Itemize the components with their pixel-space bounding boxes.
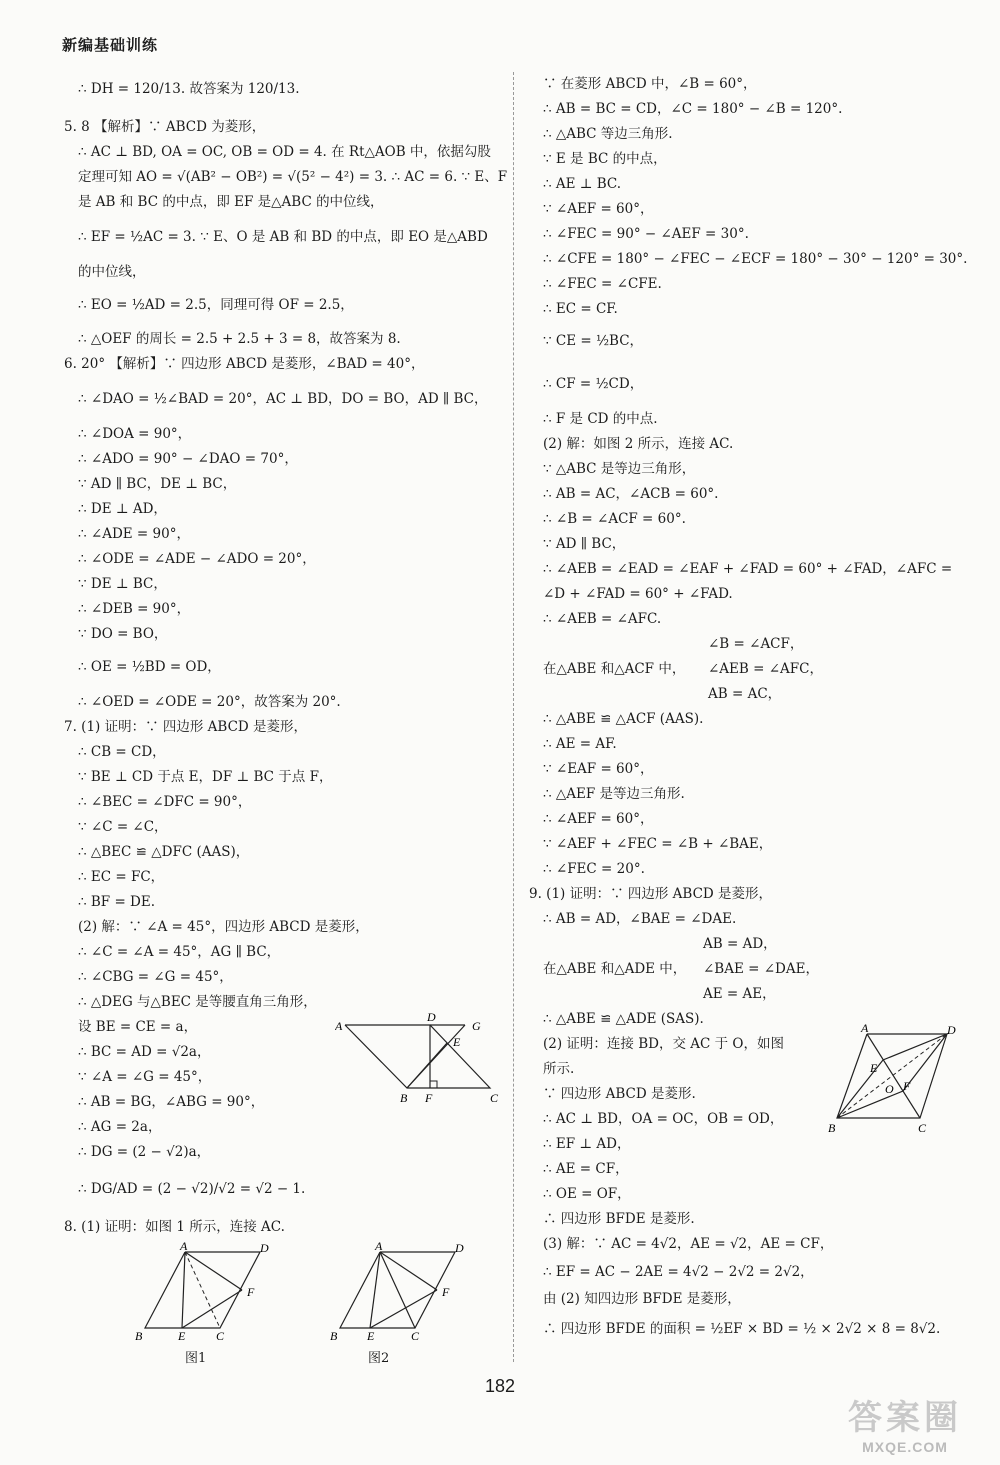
solution-right-line: 在△ABE 和△ACF 中， [543, 661, 686, 677]
solution-right-line: ∵ ∠AEF = 60°， [543, 201, 654, 217]
fig9-label-c: C [918, 1121, 927, 1135]
solution-right-line: ∵ ∠AEF + ∠FEC = ∠B + ∠BAE， [543, 836, 773, 852]
watermark-logo [830, 1390, 980, 1455]
fig82-label-b: B [330, 1329, 338, 1343]
fig7-line-be [407, 1043, 447, 1088]
fig81-label-e: E [178, 1329, 186, 1343]
fig9-line-bd [837, 1034, 947, 1118]
solution-right-line: ∠AEB = ∠AFC， [708, 661, 823, 677]
solution-right-line: ∴ EF ⊥ AD， [543, 1136, 631, 1152]
solution-right-line: ∴ ∠B = ∠ACF = 60°. [543, 511, 686, 527]
fig7-right-angle-mark [430, 1081, 437, 1088]
solution-right-line: ∵ E 是 BC 的中点， [543, 151, 667, 167]
solution-left-line: ∴ △BEC ≌ △DFC (AAS)， [78, 844, 250, 860]
solution-right-line: 所示. [543, 1061, 575, 1077]
solution-right-line: ∠B = ∠ACF， [708, 636, 804, 652]
solution-left-line: ∵ DO = BO， [78, 626, 168, 642]
solution-right-line: AB = AC， [708, 686, 782, 702]
solution-right-line: ∴ △ABE ≌ △ACF (AAS). [543, 711, 704, 727]
fig7-label-b: B [400, 1091, 408, 1105]
solution-right-line: ∵ 在菱形 ABCD 中，∠B = 60°， [543, 76, 757, 92]
fig7-label-a: A [335, 1019, 343, 1033]
solution-left-line: 设 BE = CE = a， [78, 1019, 198, 1035]
solution-right-line: (2) 解：如图 2 所示，连接 AC. [543, 436, 734, 452]
fig7-label-g: G [472, 1019, 481, 1033]
fig81-line-ef [182, 1290, 242, 1328]
solution-right-line: ∵ 四边形 ABCD 是菱形. [543, 1086, 696, 1102]
solution-right-line: ∴ ∠AEF = 60°， [543, 811, 654, 827]
solution-right-line: ∴ ∠CFE = 180° − ∠FEC − ∠ECF = 180° − 30° − 120° = 30°. [543, 251, 968, 267]
fig81-label-d: D [260, 1241, 269, 1255]
solution-right-line: AB = AD， [703, 936, 777, 952]
fig9-label-a: A [861, 1021, 869, 1035]
solution-right-line: ∴ ∠FEC = 20°. [543, 861, 645, 877]
solution-right-line: ∵ CE = ½BC， [543, 333, 644, 349]
solution-left-line: ∴ EC = FC， [78, 869, 165, 885]
fig81-label-c: C [216, 1329, 225, 1343]
solution-right-line: ∴ △ABE ≌ △ADE (SAS). [543, 1011, 704, 1027]
solution-left-line: 是 AB 和 BC 的中点，即 EF 是△ABC 的中位线， [78, 194, 384, 210]
solution-left-line: ∵ ∠A = ∠G = 45°， [78, 1069, 212, 1085]
solution-left-line: 5. 8 【解析】∵ ABCD 为菱形， [64, 119, 266, 135]
fig82-label-f: F [442, 1285, 450, 1299]
fig9-line-ac [867, 1034, 920, 1118]
figure-8-1 [130, 1240, 280, 1345]
solution-left-line: ∴ DE ⊥ AD， [78, 501, 167, 517]
solution-right-line: ∵ △ABC 是等边三角形， [543, 461, 696, 477]
solution-left-line: 6. 20° 【解析】∵ 四边形 ABCD 是菱形，∠BAD = 40°， [64, 356, 425, 372]
solution-left-line: ∴ ∠ADE = 90°， [78, 526, 190, 542]
solution-right-line: 由 (2) 知四边形 BFDE 是菱形， [543, 1291, 741, 1307]
fig9-label-f: F [903, 1079, 911, 1093]
solution-left-line: ∴ AG = 2a， [78, 1119, 162, 1135]
solution-right-line: ∴ ∠AEB = ∠AFC. [543, 611, 662, 627]
solution-left-line: ∵ BE ⊥ CD 于点 E，DF ⊥ BC 于点 F， [78, 769, 333, 785]
fig82-label-d: D [455, 1241, 464, 1255]
fig81-label-a: A [180, 1240, 188, 1253]
solution-left-line: ∴ AB = BG，∠ABG = 90°， [78, 1094, 265, 1110]
solution-left-line: 7. (1) 证明：∵ 四边形 ABCD 是菱形， [64, 719, 308, 735]
fig82-label-c: C [411, 1329, 420, 1343]
solution-right-line: ∴ EC = CF. [543, 301, 618, 317]
solution-left-line: ∴ AC ⊥ BD, OA = OC, OB = OD = 4. 在 Rt△AOB 中，依据勾股 [78, 144, 491, 160]
fig82-label-a: A [375, 1240, 383, 1253]
solution-right-line: ∴ CF = ½CD， [543, 376, 644, 392]
solution-right-line: ∴ AB = AD，∠BAE = ∠DAE. [543, 911, 737, 927]
figure-8-2-caption: 图2 [368, 1351, 390, 1366]
solution-right-line: ∴ ∠FEC = ∠CFE. [543, 276, 662, 292]
fig81-label-f: F [247, 1285, 255, 1299]
fig7-label-d: D [427, 1010, 436, 1024]
solution-right-line: 在△ABE 和△ADE 中， [543, 961, 687, 977]
fig9-label-o: O [885, 1082, 894, 1096]
solution-right-line: ∴ AC ⊥ BD，OA = OC，OB = OD， [543, 1111, 784, 1127]
fig7-label-c: C [490, 1091, 499, 1105]
figure-9 [825, 1020, 960, 1135]
fig9-rhombus [837, 1034, 947, 1118]
solution-left-line: ∴ ∠ADO = 90° − ∠DAO = 70°， [78, 451, 298, 467]
solution-right-line: ∴ AE = CF， [543, 1161, 629, 1177]
solution-left-line: ∴ ∠DAO = ½∠BAD = 20°，AC ⊥ BD，DO = BO，AD ∥ BC， [78, 391, 488, 407]
solution-right-line: ∴ △AEF 是等边三角形. [543, 786, 685, 802]
solution-right-line: ∠D + ∠FAD = 60° + ∠FAD. [543, 586, 733, 602]
fig7-label-e: E [453, 1035, 461, 1049]
fig82-line-ae [370, 1252, 380, 1328]
solution-left-line: ∵ AD ∥ BC，DE ⊥ BC， [78, 476, 237, 492]
solution-right-line: ∴ ∠AEB = ∠EAD = ∠EAF + ∠FAD = 60° + ∠FAD，∠AFC = [543, 561, 953, 577]
book-title: 新编基础训练 [62, 36, 159, 54]
solution-left-line: ∴ ∠OED = ∠ODE = 20°，故答案为 20°. [78, 694, 341, 710]
solution-right-line: ∴ OE = OF， [543, 1186, 631, 1202]
watermark-site: MXQE.COM [862, 1439, 948, 1455]
figure-8-2 [325, 1240, 475, 1345]
figure-8-1-caption: 图1 [185, 1351, 207, 1366]
watermark-logo-text: 答案圈 [848, 1399, 962, 1437]
solution-left-line: ∴ ∠DEB = 90°， [78, 601, 191, 617]
solution-right-line: ∴ ∠FEC = 90° − ∠AEF = 30°. [543, 226, 749, 242]
solution-right-line: (2) 证明：连接 BD，交 AC 于 O，如图 [543, 1036, 784, 1052]
fig7-parallelogram [345, 1025, 490, 1088]
solution-right-line: AE = AE， [703, 986, 776, 1002]
fig9-label-d: D [947, 1023, 956, 1037]
page-number: 182 [484, 1376, 516, 1396]
solution-left-line: 的中位线， [78, 264, 146, 280]
solution-right-line: ∵ ∠EAF = 60°， [543, 761, 654, 777]
solution-left-line: ∴ △OEF 的周长 = 2.5 + 2.5 + 3 = 8，故答案为 8. [78, 331, 401, 347]
fig81-label-b: B [135, 1329, 143, 1343]
solution-left-line: ∵ DE ⊥ BC， [78, 576, 167, 592]
solution-left-line: 定理可知 AO = √(AB² − OB²) = √(5² − 4²) = 3. ∴ AC = 6. ∵ E、F [78, 169, 508, 185]
solution-right-line: ∴ AB = BC = CD，∠C = 180° − ∠B = 120°. [543, 101, 843, 117]
solution-left-line: ∴ ∠BEC = ∠DFC = 90°， [78, 794, 252, 810]
solution-left-line: ∴ EF = ½AC = 3. ∵ E、O 是 AB 和 BD 的中点，即 EO 是△ABD [78, 229, 488, 245]
solution-right-line: ∴ △ABC 等边三角形. [543, 126, 673, 142]
solution-right-line: ∴ AE ⊥ BC. [543, 176, 622, 192]
solution-right-line: 9. (1) 证明：∵ 四边形 ABCD 是菱形， [529, 886, 773, 902]
solution-left-line: ∴ EO = ½AD = 2.5，同理可得 OF = 2.5， [78, 297, 354, 313]
solution-left-line: ∴ ∠C = ∠A = 45°，AG ∥ BC， [78, 944, 281, 960]
fig82-line-ef [370, 1290, 437, 1328]
solution-right-line: ∵ AD ∥ BC， [543, 536, 626, 552]
fig7-label-f: F [425, 1091, 433, 1105]
fig82-label-e: E [367, 1329, 375, 1343]
solution-left-line: ∴ OE = ½BD = OD， [78, 659, 221, 675]
solution-right-line: ∴ EF = AC − 2AE = 4√2 − 2√2 = 2√2， [543, 1264, 814, 1280]
fig9-label-e: E [870, 1061, 878, 1075]
solution-right-line: ∴ 四边形 BFDE 的面积 = ½EF × BD = ½ × 2√2 × 8 = 8√2. [543, 1321, 941, 1337]
solution-right-line: ∴ F 是 CD 的中点. [543, 411, 658, 427]
solution-left-line: ∴ DH = 120/13. 故答案为 120/13. [78, 81, 300, 97]
solution-left-line: ∴ ∠CBG = ∠G = 45°， [78, 969, 233, 985]
solution-left-line: ∴ △DEG 与△BEC 是等腰直角三角形， [78, 994, 317, 1010]
fig9-quad-bfde [837, 1034, 947, 1118]
solution-right-line: ∠BAE = ∠DAE， [703, 961, 819, 977]
solution-right-line: ∴ 四边形 BFDE 是菱形. [543, 1211, 695, 1227]
solution-left-line: 8. (1) 证明：如图 1 所示，连接 AC. [64, 1219, 285, 1235]
solution-left-line: ∴ DG = (2 − √2)a， [78, 1144, 211, 1160]
solution-left-line: ∵ ∠C = ∠C， [78, 819, 168, 835]
solution-right-line: (3) 解：∵ AC = 4√2，AE = √2，AE = CF， [543, 1236, 834, 1252]
figure-7 [335, 1010, 510, 1105]
fig81-line-ae [182, 1252, 185, 1328]
solution-left-line: ∴ ∠ODE = ∠ADE − ∠ADO = 20°， [78, 551, 316, 567]
fig81-line-af [185, 1252, 242, 1290]
solution-left-line: ∴ BC = AD = √2a， [78, 1044, 211, 1060]
solution-left-line: ∴ DG/AD = (2 − √2)/√2 = √2 − 1. [78, 1181, 306, 1197]
solution-left-line: (2) 解：∵ ∠A = 45°，四边形 ABCD 是菱形， [78, 919, 369, 935]
solution-right-line: ∴ AB = AC，∠ACB = 60°. [543, 486, 719, 502]
solution-right-line: ∴ AE = AF. [543, 736, 617, 752]
solution-left-line: ∴ ∠DOA = 90°， [78, 426, 192, 442]
fig9-label-b: B [828, 1121, 836, 1135]
column-divider [513, 72, 514, 1362]
solution-left-line: ∴ BF = DE. [78, 894, 156, 910]
solution-left-line: ∴ CB = CD， [78, 744, 166, 760]
